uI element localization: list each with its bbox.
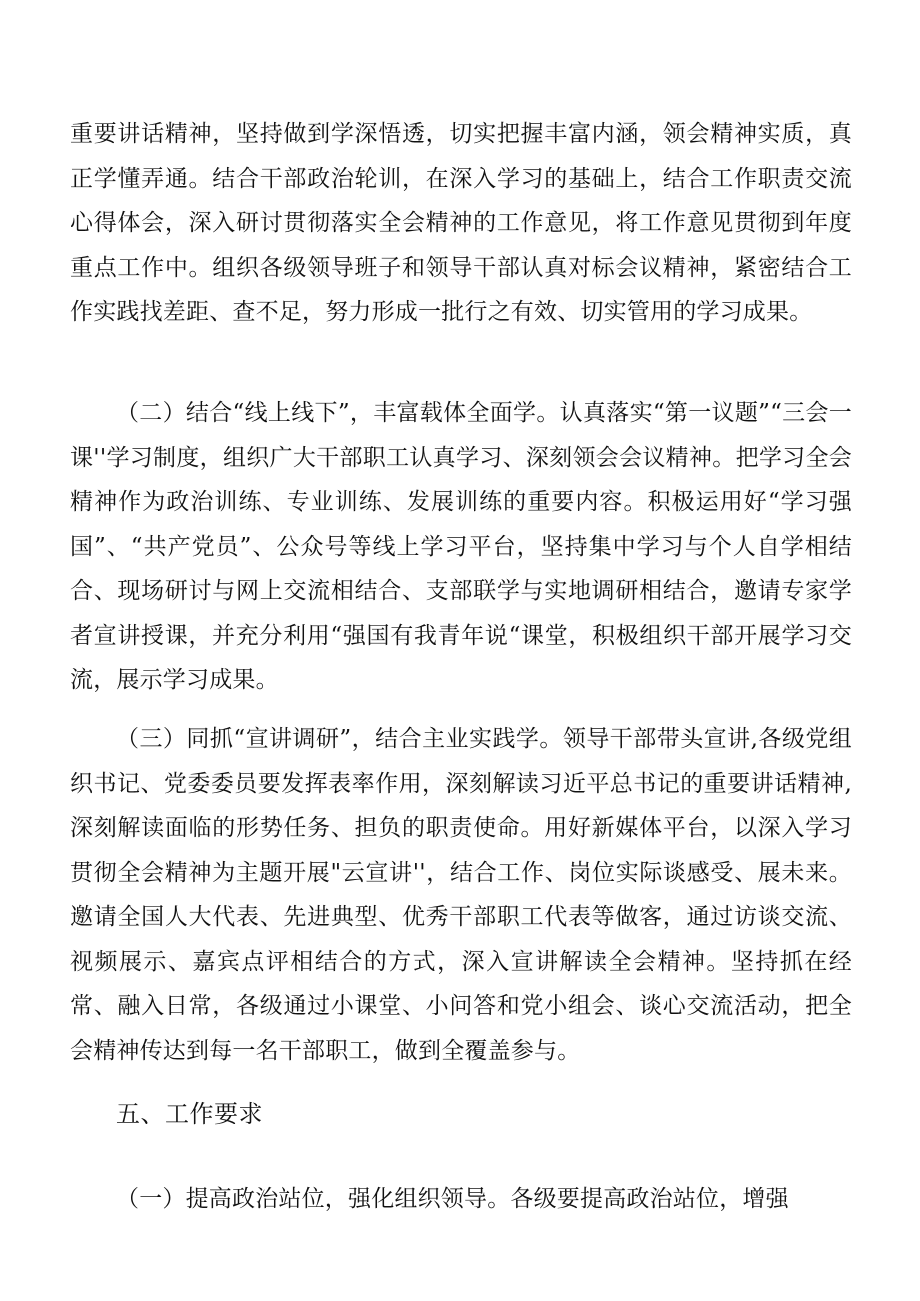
paragraph-political-stance: （一）提高政治站位，强化组织领导。各级要提高政治站位，增强 [116,1186,789,1212]
paragraph-lecture-research: （三）同抓“宣讲调研”，结合主业实践学。领导干部带头宣讲,各级党组织书记、党委委员要发挥表率作用，深刻解读习近平总书记的重要讲话精神,深刻解读面临的形势任务、担负的职责使命。用好新媒体平台，以深入学习贯彻全会精神为主题开展"云宣讲''，结合工作、岗位实际谈感受、展未来。邀请全国人大代表、先进典型、优秀干部职工代表等做客，通过访谈交流、视频展示、嘉宾点评相结合的方式，深入宣讲解读全会精神。坚持抓在经常、融入日常，各级通过小课堂、小问答和党小组会、谈心交流活动，把全会精神传达到每一名干部职工，做到全覆盖参与。 [70,726,852,1064]
paragraph-online-offline: （二）结合“线上线下”，丰富载体全面学。认真落实“第一议题”“三会一课''学习制度，组织广大干部职工认真学习、深刻领会会议精神。把学习全会精神作为政治训练、专业训练、发展训练的重要内容。积极运用好“学习强国”、“共产党员”、公众号等线上学习平台，坚持集中学习与个人自学相结合、现场研讨与网上交流相结合、支部联学与实地调研相结合，邀请专家学者宣讲授课，并充分利用“强国有我青年说“课堂，积极组织干部开展学习交流，展示学习成果。 [70,400,852,693]
paragraph-study-results: 重要讲话精神，坚持做到学深悟透，切实把握丰富内涵，领会精神实质，真正学懂弄通。结合干部政治轮训，在深入学习的基础上，结合工作职责交流心得体会，深入研讨贯彻落实全会精神的工作意见，将工作意见贯彻到年度重点工作中。组织各级领导班子和领导干部认真对标会议精神，紧密结合工作实践找差距、查不足，努力形成一批行之有效、切实管用的学习成果。 [70,121,852,325]
section-heading-work-requirements: 五、工作要求 [116,1100,263,1128]
